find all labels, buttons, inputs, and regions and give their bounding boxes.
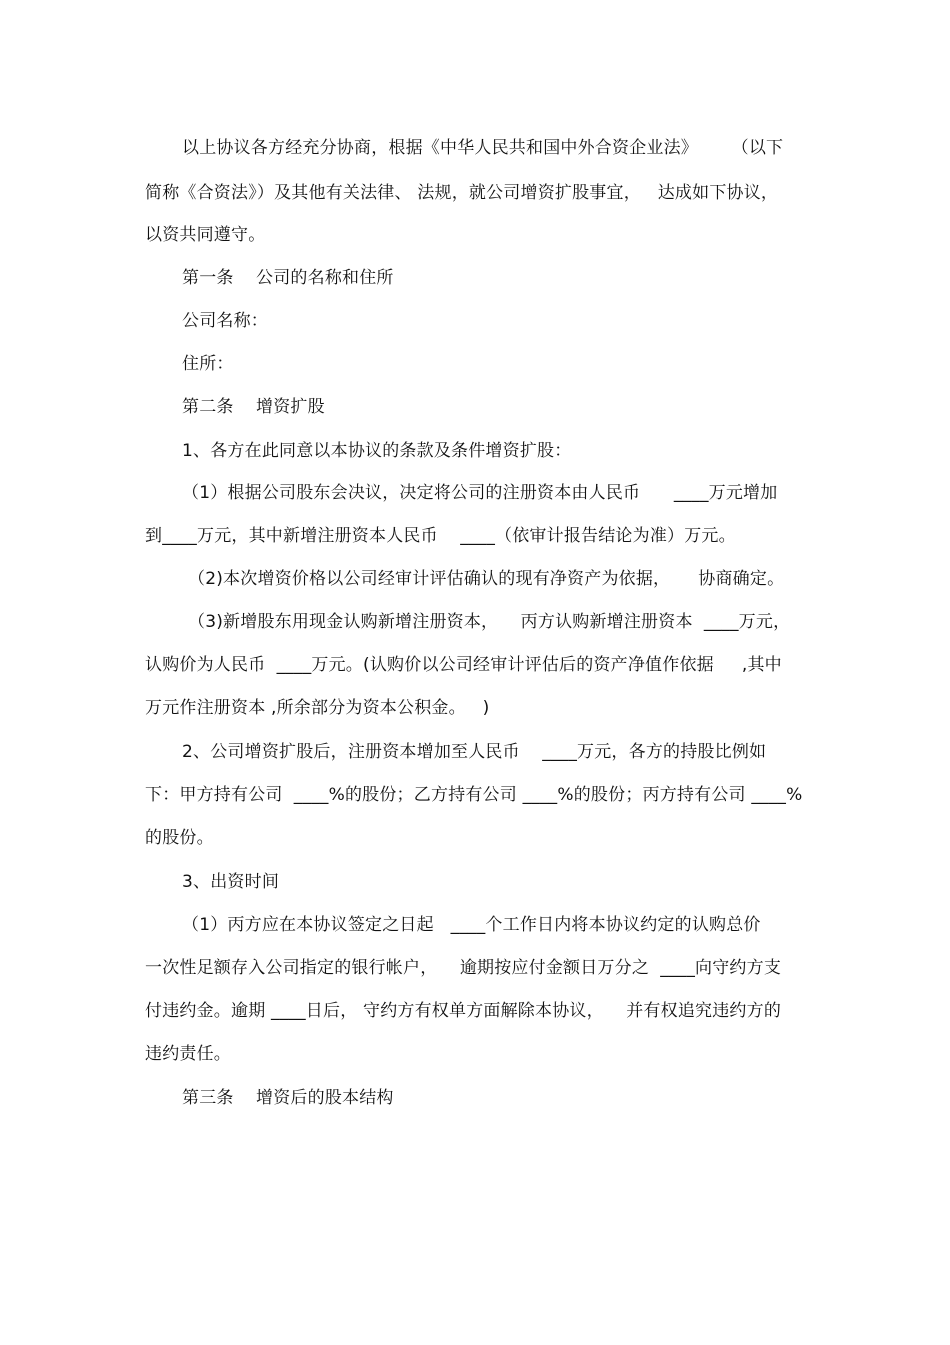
- clause-1-3-line-2: 认购价为人民币 ____万元。(认购价以公司经审计评估后的资产净值作依据 ,其中: [145, 655, 782, 675]
- clause-3-heading: 3、出资时间: [182, 872, 280, 892]
- article-1-heading: 第一条 公司的名称和住所: [182, 268, 394, 288]
- intro-line-3: 以资共同遵守。: [145, 225, 266, 245]
- company-name-field: 公司名称：: [182, 311, 268, 331]
- clause-3-1-line-1: （1）丙方应在本协议签定之日起 ____个工作日内将本协议约定的认购总价: [182, 915, 761, 935]
- clause-2-line-2: 下：甲方持有公司 ____%的股份；乙方持有公司 ____%的股份；丙方持有公司 ____%: [145, 785, 803, 805]
- clause-1-1-line-1: （1）根据公司股东会决议，决定将公司的注册资本由人民币 ____万元增加: [182, 483, 778, 503]
- clause-3-1-line-2: 一次性足额存入公司指定的银行帐户， 逾期按应付金额日万分之 ____向守约方支: [145, 958, 782, 978]
- clause-2-line-1: 2、公司增资扩股后，注册资本增加至人民币 ____万元，各方的持股比例如: [182, 742, 767, 762]
- article-3-heading: 第三条 增资后的股本结构: [182, 1088, 394, 1108]
- clause-3-1-line-4: 违约责任。: [145, 1044, 231, 1064]
- clause-1-1-line-2: 到____万元，其中新增注册资本人民币 ____（依审计报告结论为准）万元。: [145, 526, 736, 546]
- article-2-heading: 第二条 增资扩股: [182, 397, 325, 417]
- intro-line-1: 以上协议各方经充分协商，根据《中华人民共和国中外合资企业法》 （以下: [182, 138, 784, 158]
- clause-3-1-line-3: 付违约金。逾期 ____日后， 守约方有权单方面解除本协议， 并有权追究违约方的: [145, 1001, 782, 1021]
- intro-line-2: 简称《合资法》）及其他有关法律、 法规，就公司增资扩股事宜， 达成如下协议，: [145, 183, 779, 203]
- clause-1-3-line-3: 万元作注册资本 ,所余部分为资本公积金。 ): [145, 698, 490, 718]
- clause-1-line: 1、各方在此同意以本协议的条款及条件增资扩股：: [182, 441, 572, 461]
- clause-1-3-line-1: （3)新增股东用现金认购新增注册资本， 丙方认购新增注册资本 ____万元，: [188, 612, 791, 632]
- clause-2-line-3: 的股份。: [145, 828, 214, 848]
- company-address-field: 住所：: [182, 354, 234, 374]
- clause-1-2-line: （2)本次增资价格以公司经审计评估确认的现有净资产为依据， 协商确定。: [188, 569, 785, 589]
